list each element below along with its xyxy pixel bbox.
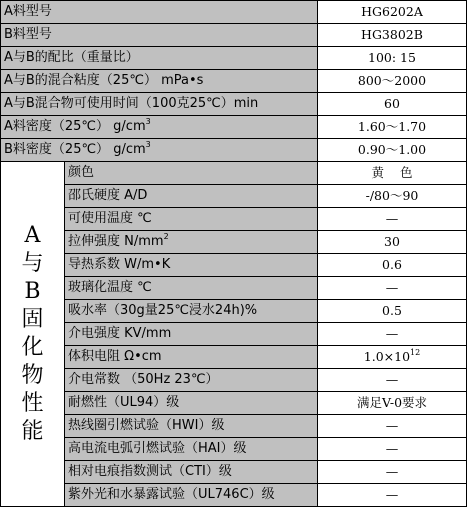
side-label-char: B [24,279,41,304]
table-row [1,300,467,323]
table-row [1,231,467,254]
property-value-text: — [385,487,399,502]
table-row [1,323,467,346]
table-row [1,70,467,93]
table-row [1,93,467,116]
row-label-text: A与B混合物可使用时间（100克25℃）min [4,96,259,111]
property-value-text: -/80～90 [365,188,419,203]
property-value-text: 1.0×10 [363,349,411,364]
property-label [65,346,318,369]
property-label-text: 体积电阻 Ω•cm [68,349,162,364]
row-label-text: A与B的混合粘度（25℃） mPa•s [4,73,204,88]
side-label-char: 固 [21,307,44,332]
property-label [65,185,318,208]
property-value-text: — [385,441,399,456]
row-value-text: 100: 15 [368,50,416,65]
row-value-text: 60 [384,96,400,111]
property-value-text: — [385,280,399,295]
property-value [318,231,467,254]
row-value-text: 0.90～1.00 [357,142,427,157]
property-label-text: 耐燃性（UL94）级 [68,395,180,410]
property-label [65,484,318,507]
property-label [65,277,318,300]
row-label [1,47,318,70]
property-label [65,392,318,415]
table-row [1,438,467,461]
property-label [65,208,318,231]
property-label [65,231,318,254]
table-row [1,1,467,24]
property-label [65,300,318,323]
property-value-text: — [385,326,399,341]
table-row [1,116,467,139]
row-label [1,139,318,162]
row-value [318,93,467,116]
table-row [1,208,467,231]
row-label-text: A料型号 [4,4,52,19]
property-value [318,208,467,231]
table-row [1,254,467,277]
row-label [1,24,318,47]
property-label-text: 热线圈引燃试验（HWI）级 [68,418,225,433]
property-label-text: 可使用温度 ℃ [68,211,152,226]
row-value [318,24,467,47]
side-label-char: A [24,223,41,248]
side-label-char: 与 [21,251,44,276]
property-value [318,277,467,300]
side-label-char: 能 [21,419,44,444]
row-value-text: 1.60～1.70 [357,119,427,134]
table-row [1,484,467,507]
row-label-text: B料型号 [4,27,52,42]
property-label-text: 相对电痕指数测试（CTI）级 [68,464,232,479]
row-label-text: A与B的配比（重量比） [4,50,139,65]
side-label-char: 物 [21,363,44,388]
property-value [318,323,467,346]
superscript: 2 [163,232,169,241]
row-label-text: A料密度（25℃） g/cm [4,119,146,134]
cured-properties-side-label [1,162,65,507]
property-value-text: — [385,372,399,387]
table-row [1,185,467,208]
table-row [1,47,467,70]
property-label-text: 颜色 [68,165,95,180]
property-label-text: 导热系数 W/m•K [68,257,171,272]
property-value [318,392,467,415]
table-row [1,346,467,369]
property-label [65,369,318,392]
row-value-text: HG6202A [361,4,423,19]
row-value [318,116,467,139]
property-value [318,185,467,208]
property-value [318,300,467,323]
property-value [318,438,467,461]
property-label-text: 介电强度 KV/mm [68,326,172,341]
row-value [318,139,467,162]
property-label-text: 拉伸强度 N/mm [68,234,164,249]
row-label-text: B料密度（25℃） g/cm [4,142,146,157]
row-label [1,116,318,139]
table-row [1,24,467,47]
property-label [65,415,318,438]
property-label [65,254,318,277]
row-value-text: HG3802B [361,27,423,42]
property-label-text: 紫外光和水暴露试验（UL746C）级 [68,487,275,502]
superscript: 12 [410,348,421,357]
property-value [318,346,467,369]
table-row [1,139,467,162]
property-value-text: — [385,211,399,226]
row-label [1,70,318,93]
property-value-text: 满足V-0要求 [356,395,428,410]
superscript: 3 [145,117,151,126]
property-label [65,461,318,484]
property-value [318,484,467,507]
table-row [1,461,467,484]
table-row [1,415,467,438]
property-value [318,415,467,438]
property-label [65,438,318,461]
property-label-text: 高电流电弧引燃试验（HAI）级 [68,441,247,456]
property-label-text: 邵氏硬度 A/D [68,188,148,203]
property-label-text: 介电常数 （50Hz 23℃） [68,372,219,387]
property-value-text: 0.5 [382,303,402,318]
property-label-text: 玻璃化温度 ℃ [68,280,152,295]
property-value-text: 0.6 [382,257,402,272]
property-value-text: 黄 色 [371,165,413,180]
side-label-char: 化 [21,335,44,360]
table-row [1,369,467,392]
property-label [65,323,318,346]
row-value [318,47,467,70]
property-label-text: 吸水率（30g量25℃浸水24h)% [68,303,258,318]
row-value [318,70,467,93]
row-label [1,93,318,116]
superscript: 3 [145,140,151,149]
row-value-text: 800～2000 [357,73,427,88]
table-row [1,162,467,185]
property-value-text: — [385,418,399,433]
property-value [318,254,467,277]
property-value-text: — [385,464,399,479]
table-row [1,277,467,300]
property-value [318,369,467,392]
row-value [318,1,467,24]
property-value [318,162,467,185]
property-value-text: 30 [384,234,400,249]
side-label-char: 性 [21,391,44,416]
table-row [1,392,467,415]
property-label [65,162,318,185]
row-label [1,1,318,24]
property-value [318,461,467,484]
